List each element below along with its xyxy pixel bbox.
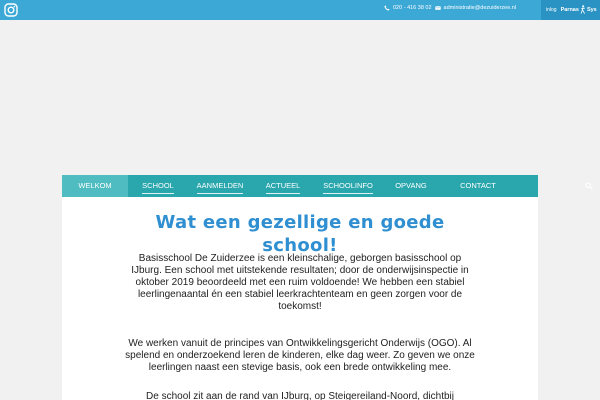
parnassys-figure-icon (579, 5, 587, 16)
nav-item-opvang[interactable] (382, 175, 440, 197)
nav-item-school[interactable] (128, 175, 188, 197)
instagram-icon[interactable] (4, 3, 18, 17)
parnassys-brand-suffix: Sys (586, 7, 597, 13)
nav-item-label: AANMELDEN (197, 175, 244, 197)
main-navigation (62, 175, 538, 197)
nav-item-contact[interactable] (440, 175, 516, 197)
envelope-icon (435, 5, 441, 11)
nav-item-label: ACTUEEL (266, 175, 301, 197)
nav-item-label: WELKOM (78, 181, 112, 190)
top-bar (0, 0, 600, 20)
login-label: inlog (546, 7, 557, 13)
nav-item-label: SCHOOL (142, 175, 174, 197)
main-content (62, 197, 538, 400)
parnassys-login-button[interactable] (541, 0, 600, 20)
search-icon[interactable] (578, 175, 600, 197)
parnassys-brand: Parnas (560, 7, 579, 13)
intro-paragraph: Basisschool De Zuiderzee is een kleinschalige, geborgen basisschool op IJburg. Een school met uitstekende resultaten; door de onderwijsinspectie in oktober 2019 beoordeeld met een ruim voldoende! We hebben een stabiel leerlingenaantal én een stabiel leerkrachtenteam en geen zorgen voor de toekomst! (131, 253, 469, 312)
nav-item-label: SCHOOLINFO (323, 175, 373, 197)
nav-item-actueel[interactable] (252, 175, 314, 197)
contact-info (384, 5, 516, 11)
phone-link[interactable]: 020 - 416 38 02 (393, 5, 432, 11)
nav-item-label: CONTACT (460, 181, 496, 190)
phone-icon (384, 5, 390, 11)
nav-item-aanmelden[interactable] (188, 175, 252, 197)
nav-item-label: OPVANG (395, 181, 427, 190)
location-paragraph: De school zit aan de rand van IJburg, op Steigereiland-Noord, dichtbij (146, 391, 454, 400)
ogo-paragraph: We werken vanuit de principes van Ontwikkelingsgericht Onderwijs (OGO). Al spelend en onderzoekend leren de kinderen, elke dag weer. Zo geven we onze leerlingen naast een stevige basis, ook een brede ontwikkeling mee. (125, 338, 475, 373)
page-title: Wat een gezellige en goede school! (155, 212, 445, 256)
nav-item-schoolinfo[interactable] (314, 175, 382, 197)
nav-item-welkom[interactable] (62, 175, 128, 197)
email-link[interactable]: administratie@dezuiderzee.nl (443, 5, 517, 11)
